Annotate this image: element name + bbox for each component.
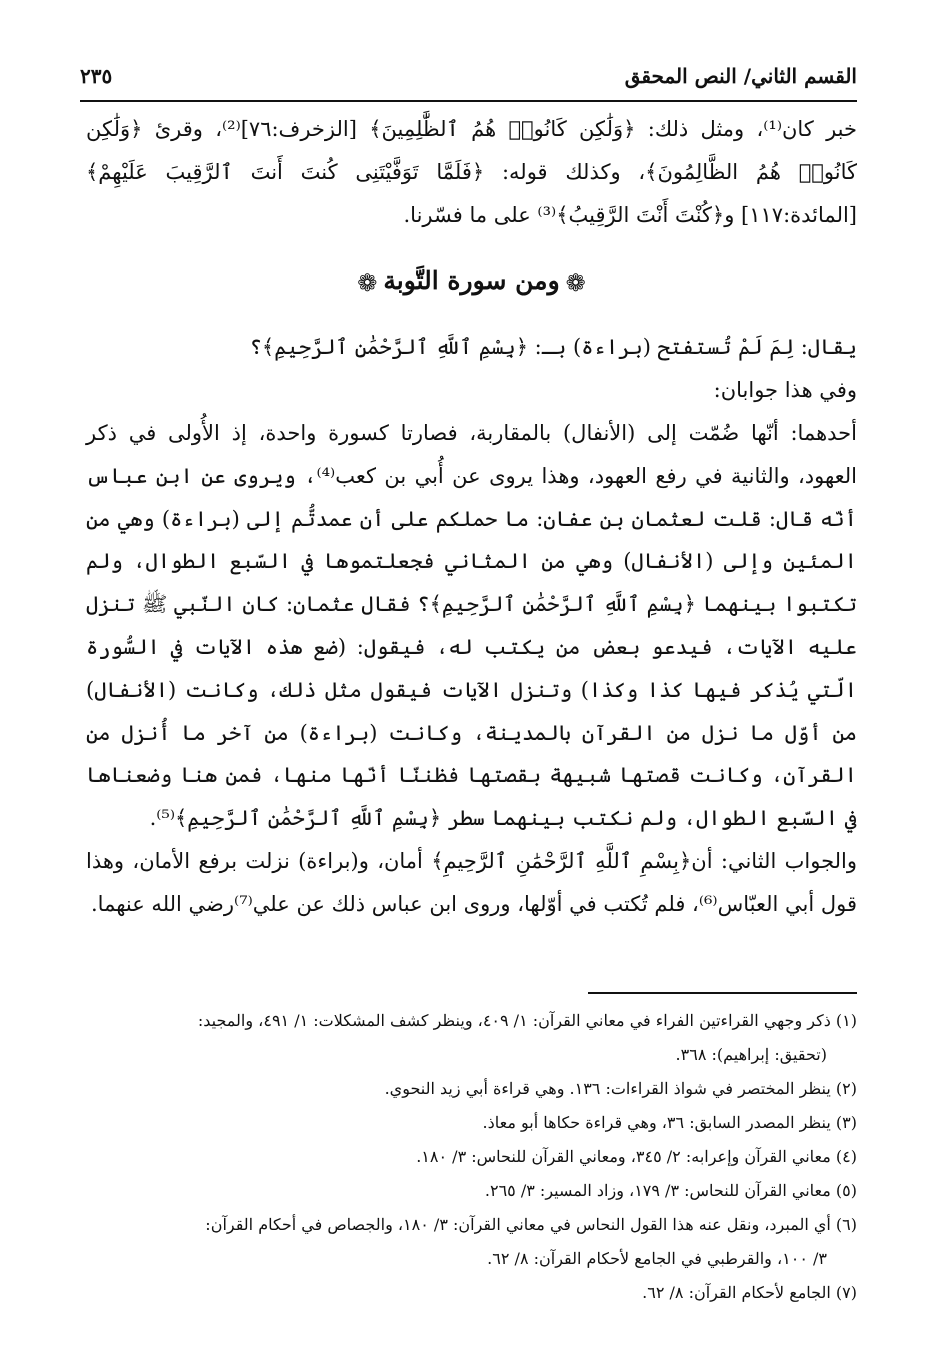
paragraph-3: وفي هذا جوابان: xyxy=(713,378,857,403)
main-text xyxy=(86,108,857,926)
footnote-4: (٤) معاني القرآن وإعرابه: ٢/ ٣٤٥، ومعاني القرآن للنحاس: ٣/ ١٨٠. xyxy=(416,1147,857,1166)
footnote-3: (٣) ينظر المصدر السابق: ٣٦، وهي قراءة حكاها أبو معاذ. xyxy=(482,1113,857,1132)
ornament-right-icon: ❁ xyxy=(565,268,586,297)
footnote-6-continuation: ٣/ ١٠٠، والقرطبي في الجامع لأحكام القرآن: ٨/ ٦٢. xyxy=(487,1249,827,1268)
paragraph-2: يقال: لِمَ لَمْ تُستفتح (براءة) بـ: ﴿بِسْمِ ٱللَّهِ ٱلرَّحْمَٰنِ ٱلرَّحِيمِ﴾؟ xyxy=(249,335,857,360)
footnotes xyxy=(80,1004,857,1310)
page-header xyxy=(80,58,857,94)
ornament-left-icon: ❁ xyxy=(357,268,378,297)
footnote-1-continuation: (تحقيق: إبراهيم): ٣٦٨. xyxy=(675,1045,827,1064)
footnote-6: (٦) أي المبرد، ونقل عنه هذا القول النحاس في معاني القرآن: ٣/ ١٨٠، والجصاص في أحكام القرآن: xyxy=(205,1215,857,1234)
running-title: القسم الثاني/ النص المحقق xyxy=(624,64,857,88)
footnote-2: (٢) ينظر المختصر في شواذ القراءات: ١٣٦. وهي قراءة أبي زيد النحوي. xyxy=(384,1079,857,1098)
paragraph-1: خبر كان⁽¹⁾، ومثل ذلك: ﴿وَلَٰكِن كَانُوا۟ هُمُ ٱلظَّٰلِمِينَ﴾ [الزخرف:٧٦]⁽²⁾، وقرئ ﴿وَلَٰكِن كَانُوا۟ هُمُ الظَّالِمُونَ﴾، وكذلك قوله: ﴿فَلَمَّا تَوَفَّيْتَنِى كُنتَ أَنتَ ٱلرَّقِيبَ عَلَيْهِمْ﴾ [المائدة:١١٧] و﴿كُنْتَ أَنْتَ الرَّقِيبُ﴾⁽³⁾ على ما فسّرنا. xyxy=(86,117,857,227)
footnote-rule xyxy=(588,992,857,994)
section-heading-text: ومن سورة التَّوبة xyxy=(383,266,560,296)
footnote-7: (٧) الجامع لأحكام القرآن: ٨/ ٦٢. xyxy=(642,1283,857,1302)
page-number: ٢٣٥ xyxy=(80,64,113,88)
footnote-1: (١) ذكر وجهي القراءتين الفراء في معاني القرآن: ١/ ٤٠٩، وينظر كشف المشكلات: ١/ ٤٩١، والمجيد: xyxy=(197,1011,857,1030)
header-rule xyxy=(80,100,857,102)
footnote-5: (٥) معاني القرآن للنحاس: ٣/ ١٧٩، وزاد المسير: ٣/ ٢٦٥. xyxy=(484,1181,857,1200)
paragraph-4: أحدهما: أنّها ضُمّت إلى (الأنفال) بالمقاربة، فصارتا كسورة واحدة، إذ الأُولى في ذكر العهود، والثانية في رفع العهود، وهذا يروى عن أُبي بن كعب⁽⁴⁾، ويروى عن ابن عباس أنّه قال: قلت لعثمان بن عفان: ما حملكم على أن عمدتُّم إلى (براءة) وهي من المئين وإلى (الأنفال) وهي من المثاني فجعلتموها في السّبع الطوال، ولم تكتبوا بينهما ﴿بِسْمِ ٱللَّهِ ٱلرَّحْمَٰنِ ٱلرَّحِيمِ﴾؟ فقال عثمان: كان النّبي ﷺ تنزل عليه الآيات، فيدعو بعض من يكتب له، فيقول: (ضع هذه الآيات في السُّورة الّتي يُذكر فيها كذا وكذا) وتنزل الآيات فيقول مثل ذلك، وكانت (الأنفال) من أوّل ما نزل من القرآن بالمدينة، وكانت (براءة) من آخر ما أُنزل من القرآن، وكانت قصتها شبيهة بقصتها فظننّا أنّها منها، فمن هنا وضعناها في السّبع الطوال، ولم نكتب بينهما سطر ﴿بِسْمِ ٱللَّهِ ٱلرَّحْمَٰنِ ٱلرَّحِيمِ﴾⁽⁵⁾. xyxy=(86,420,858,831)
section-heading xyxy=(86,236,857,326)
paragraph-5: والجواب الثاني: أن﴿بِسْمِ ٱللَّهِ ٱلرَّحْمَٰنِ ٱلرَّحِيمِ﴾ أمان، و(براءة) نزلت برفع الأمان، وهذا قول أبي العبّاس⁽⁶⁾، فلم تُكتب في أوّلها، وروى ابن عباس ذلك عن علي⁽⁷⁾رضي الله عنهما. xyxy=(86,848,857,916)
